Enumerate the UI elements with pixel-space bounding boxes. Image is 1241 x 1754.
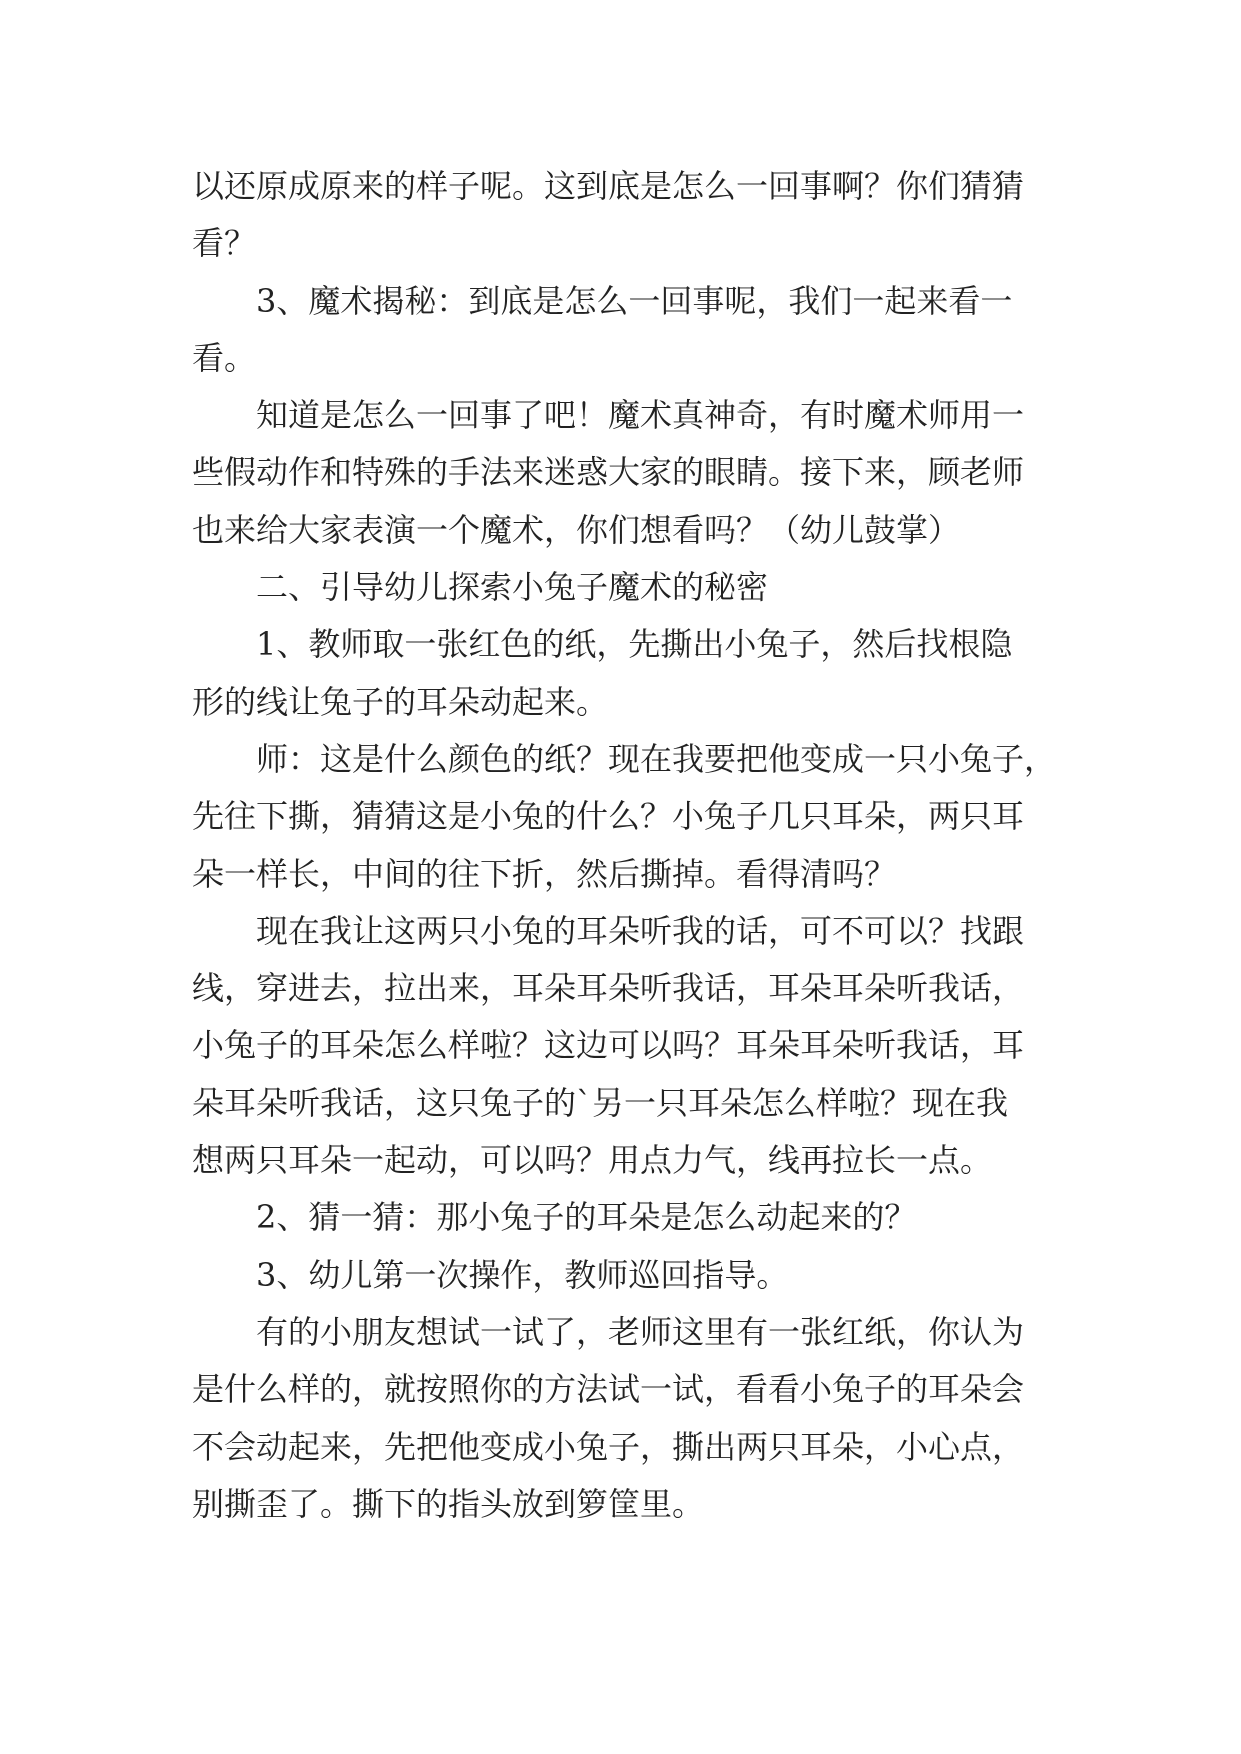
text-line: 不会动起来，先把他变成小兔子，撕出两只耳朵，小心点，: [192, 1427, 1025, 1466]
text-line: 2、猜一猜：那小兔子的耳朵是怎么动起来的？: [192, 1198, 917, 1237]
document-body: [192, 158, 1062, 1533]
text-line: 有的小朋友想试一试了，老师这里有一张红纸，你认为: [192, 1312, 1025, 1351]
text-line: 先往下撕，猜猜这是小兔的什么？小兔子几只耳朵，两只耳: [192, 797, 1025, 836]
text-line: 知道是怎么一回事了吧！魔术真神奇，有时魔术师用一: [192, 396, 1025, 435]
text-line: 朵一样长，中间的往下折，然后撕掉。看得清吗？: [192, 854, 897, 893]
text-line: 以还原成原来的样子呢。这到底是怎么一回事啊？你们猜猜: [192, 167, 1025, 205]
text-line: 线，穿进去，拉出来，耳朵耳朵听我话，耳朵耳朵听我话，: [192, 969, 1025, 1008]
text-line: 师：这是什么颜色的纸？现在我要把他变成一只小兔子，: [192, 739, 1057, 778]
text-line: 想两只耳朵一起动，可以吗？用点力气，线再拉长一点。: [192, 1141, 993, 1180]
text-line: 看。: [192, 338, 257, 377]
text-line: 朵耳朵听我话，这只兔子的`另一只耳朵怎么样啦？现在我: [192, 1083, 1009, 1122]
text-line: 看？: [192, 224, 257, 263]
text-line: 现在我让这两只小兔的耳朵听我的话，可不可以？找跟: [192, 911, 1025, 950]
text-line: 形的线让兔子的耳朵动起来。: [192, 682, 609, 721]
text-line: 些假动作和特殊的手法来迷惑大家的眼睛。接下来，顾老师: [192, 453, 1025, 492]
text-line: 3、魔术揭秘：到底是怎么一回事呢，我们一起来看一: [192, 281, 1013, 320]
text-line: 小兔子的耳朵怎么样啦？这边可以吗？耳朵耳朵听我话，耳: [192, 1026, 1025, 1065]
text-line: 是什么样的，就按照你的方法试一试，看看小兔子的耳朵会: [192, 1370, 1025, 1409]
text-line: 3、幼儿第一次操作，教师巡回指导。: [192, 1255, 789, 1294]
text-line: 1、教师取一张红色的纸，先撕出小兔子，然后找根隐: [192, 625, 1013, 664]
text-line: 别撕歪了。撕下的指头放到箩筐里。: [192, 1484, 705, 1523]
text-line: 也来给大家表演一个魔术，你们想看吗？（幼儿鼓掌）: [192, 510, 961, 549]
section-heading: 二、引导幼儿探索小兔子魔术的秘密: [192, 568, 769, 607]
